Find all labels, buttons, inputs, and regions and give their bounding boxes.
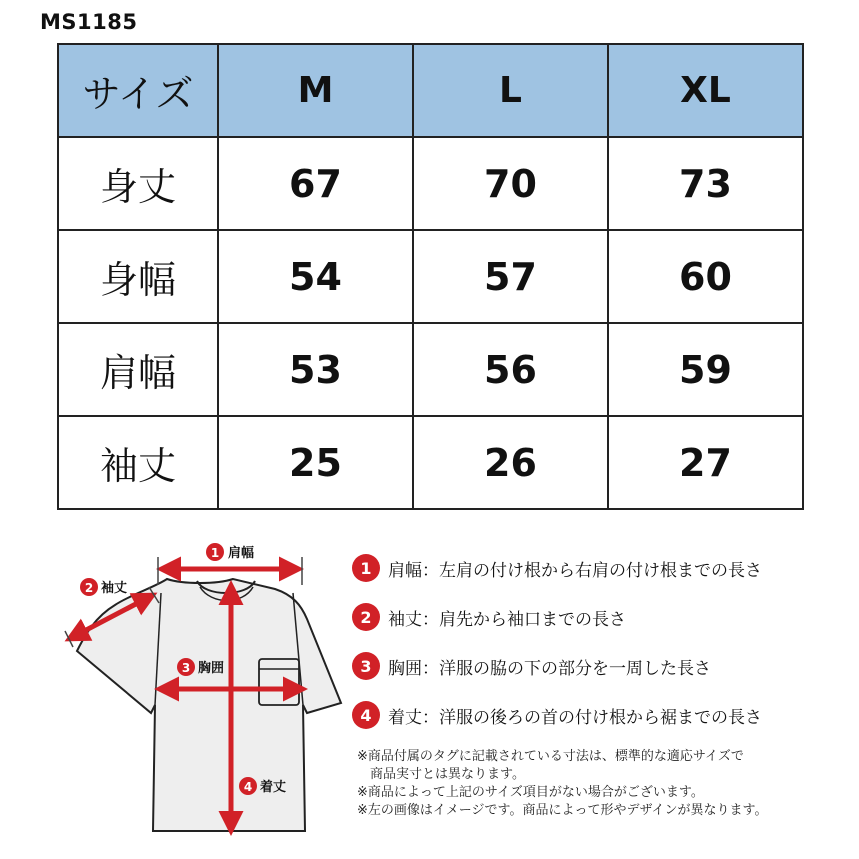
- legend-description: ：肩先から袖口までの長さ: [422, 609, 626, 630]
- svg-text:肩幅: 肩幅: [228, 546, 255, 561]
- product-code: MS1185: [40, 10, 138, 34]
- size-table-header-row: [58, 44, 803, 137]
- table-row: [58, 230, 803, 323]
- label-sleeve-length: [80, 578, 127, 596]
- list-item: [352, 651, 852, 681]
- row-label: 肩幅: [58, 323, 218, 416]
- notes: [357, 748, 852, 820]
- legend-description: ：洋服の後ろの首の付け根から裾までの長さ: [422, 707, 762, 728]
- table-cell: 57: [413, 230, 608, 323]
- size-table: [57, 43, 804, 510]
- table-cell: 53: [218, 323, 413, 416]
- legend-term: 肩幅: [388, 560, 422, 581]
- list-item: [352, 553, 852, 583]
- number-badge: 3: [352, 652, 380, 680]
- note-text: ※商品付属のタグに記載されている寸法は、標準的な適応サイズで: [357, 749, 744, 764]
- label-chest: [177, 658, 224, 676]
- table-row: [58, 137, 803, 230]
- list-item: [352, 602, 852, 632]
- header-l: L: [413, 44, 608, 137]
- note-text: ※商品によって上記のサイズ項目がない場合がございます。: [357, 785, 704, 800]
- table-cell: 73: [608, 137, 803, 230]
- legend-term: 胸囲: [388, 658, 422, 679]
- label-body-length: [239, 777, 286, 795]
- table-cell: 27: [608, 416, 803, 509]
- table-row: [58, 323, 803, 416]
- tshirt-measurement-diagram: [55, 535, 355, 845]
- legend-description: ：洋服の脇の下の部分を一周した長さ: [422, 658, 711, 679]
- header-size: サイズ: [58, 44, 218, 137]
- number-badge: 1: [352, 554, 380, 582]
- note-text: ※左の画像はイメージです。商品によって形やデザインが異なります。: [357, 803, 768, 818]
- table-row: [58, 416, 803, 509]
- svg-text:3: 3: [181, 661, 191, 675]
- table-cell: 26: [413, 416, 608, 509]
- row-label: 袖丈: [58, 416, 218, 509]
- number-badge: 4: [352, 701, 380, 729]
- table-cell: 25: [218, 416, 413, 509]
- svg-text:2: 2: [84, 581, 94, 595]
- svg-text:袖丈: 袖丈: [101, 581, 128, 596]
- table-cell: 67: [218, 137, 413, 230]
- table-cell: 59: [608, 323, 803, 416]
- number-badge: 2: [352, 603, 380, 631]
- legend-term: 着丈: [388, 707, 422, 728]
- note-text: 商品実寸とは異なります。: [370, 767, 525, 782]
- header-xl: XL: [608, 44, 803, 137]
- table-cell: 70: [413, 137, 608, 230]
- table-cell: 56: [413, 323, 608, 416]
- list-item: [352, 700, 852, 730]
- svg-text:4: 4: [243, 780, 253, 794]
- svg-text:1: 1: [210, 546, 220, 560]
- svg-text:着丈: 着丈: [260, 780, 287, 795]
- svg-text:胸囲: 胸囲: [198, 661, 225, 676]
- legend-term: 袖丈: [388, 609, 422, 630]
- legend-description: ：左肩の付け根から右肩の付け根までの長さ: [422, 560, 762, 581]
- label-shoulder-width: [206, 543, 254, 561]
- measurement-legend: [352, 553, 852, 749]
- table-cell: 60: [608, 230, 803, 323]
- row-label: 身幅: [58, 230, 218, 323]
- header-m: M: [218, 44, 413, 137]
- table-cell: 54: [218, 230, 413, 323]
- row-label: 身丈: [58, 137, 218, 230]
